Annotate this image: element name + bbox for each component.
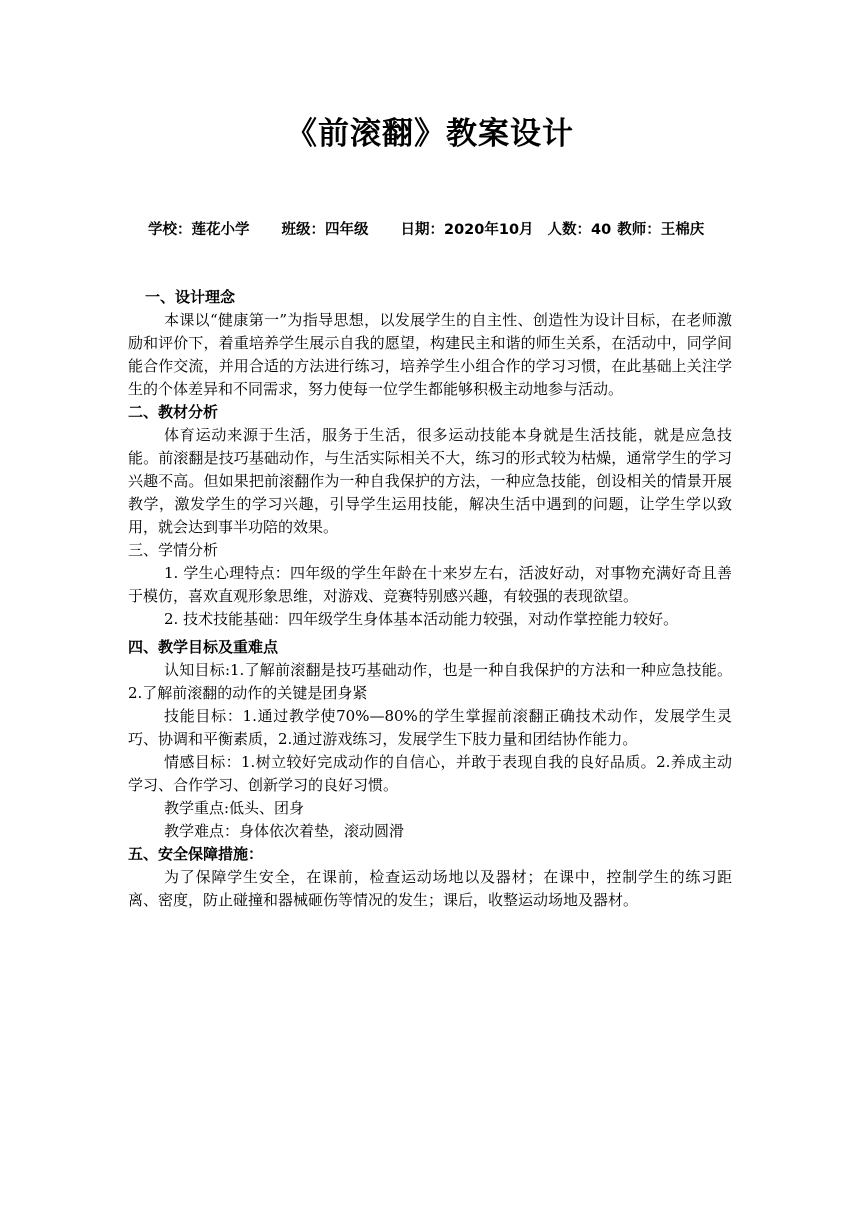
- paragraph: 本课以“健康第一”为指导思想，以发展学生的自主性、创造性为设计目标，在老师激励和评价下，着重培养学生展示自我的愿望，构建民主和谐的师生关系，在活动中，同学间能合作交流，并用合适的方法进行练习，培养学生小组合作的学习习惯，在此基础上关注学生的个体差异和不同需求，努力使每一位学生都能够积极主动地参与活动。: [128, 311, 732, 398]
- paragraph: 体育运动来源于生活，服务于生活，很多运动技能本身就是生活技能，就是应急技能。前滚翻是技巧基础动作，与生活实际相关不大，练习的形式较为枯燥，通常学生的学习兴趣不高。但如果把前滚翻作为一种自我保护的方法，一种应急技能，创设相关的情景开展教学，激发学生的学习兴趣，引导学生运用技能，解决生活中遇到的问题，让学生学以致用，就会达到事半功陪的效果。: [128, 426, 732, 536]
- paragraph: 教学难点：身体依次着垫，滚动圆滑: [164, 822, 405, 840]
- lesson-meta: [148, 218, 788, 239]
- paragraph: 为了保障学生安全，在课前，检查运动场地以及器材；在课中，控制学生的练习距离、密度，防止碰撞和器械砸伤等情况的发生；课后，收整运动场地及器材。: [128, 868, 732, 909]
- paragraph: 1. 学生心理特点：四年级的学生年龄在十来岁左右，活波好动，对事物充满好奇且善于模仿，喜欢直观形象思维，对游戏、竞赛特别感兴趣，有较强的表现欲望。: [128, 564, 732, 605]
- meta-teacher: 教师：王棉庆: [617, 222, 705, 238]
- meta-date: 日期：2020年10月: [400, 222, 534, 238]
- section-heading-material-analysis: 二、教材分析: [128, 403, 219, 421]
- meta-school: 学校：莲花小学: [148, 222, 250, 238]
- document-body: [128, 286, 732, 912]
- paragraph: 教学重点:低头、团身: [164, 799, 305, 817]
- paragraph: 2. 技术技能基础：四年级学生身体基本活动能力较强，对动作掌控能力较好。: [164, 610, 679, 628]
- section-heading-safety-measures: 五、安全保障措施：: [128, 845, 264, 863]
- meta-grade: 班级：四年级: [281, 222, 369, 238]
- document-title: 《前滚翻》教案设计: [286, 116, 574, 152]
- paragraph: 认知目标:1.了解前滚翻是技巧基础动作，也是一种自我保护的方法和一种应急技能。2.了解前滚翻的动作的关键是团身紧: [128, 661, 732, 702]
- meta-count: 人数：40: [547, 222, 612, 238]
- section-heading-teaching-goals: 四、教学目标及重难点: [128, 638, 279, 656]
- paragraph: 技能目标：1.通过教学使70%—80%的学生掌握前滚翻正确技术动作，发展学生灵巧、协调和平衡素质，2.通过游戏练习，发展学生下肢力量和团结协作能力。: [128, 707, 732, 748]
- paragraph: 情感目标：1.树立较好完成动作的自信心，并敢于表现自我的良好品质。2.养成主动学习、合作学习、创新学习的良好习惯。: [128, 753, 732, 794]
- section-heading-design-concept: 一、设计理念: [145, 288, 236, 306]
- section-heading-student-analysis: 三、学情分析: [128, 541, 219, 559]
